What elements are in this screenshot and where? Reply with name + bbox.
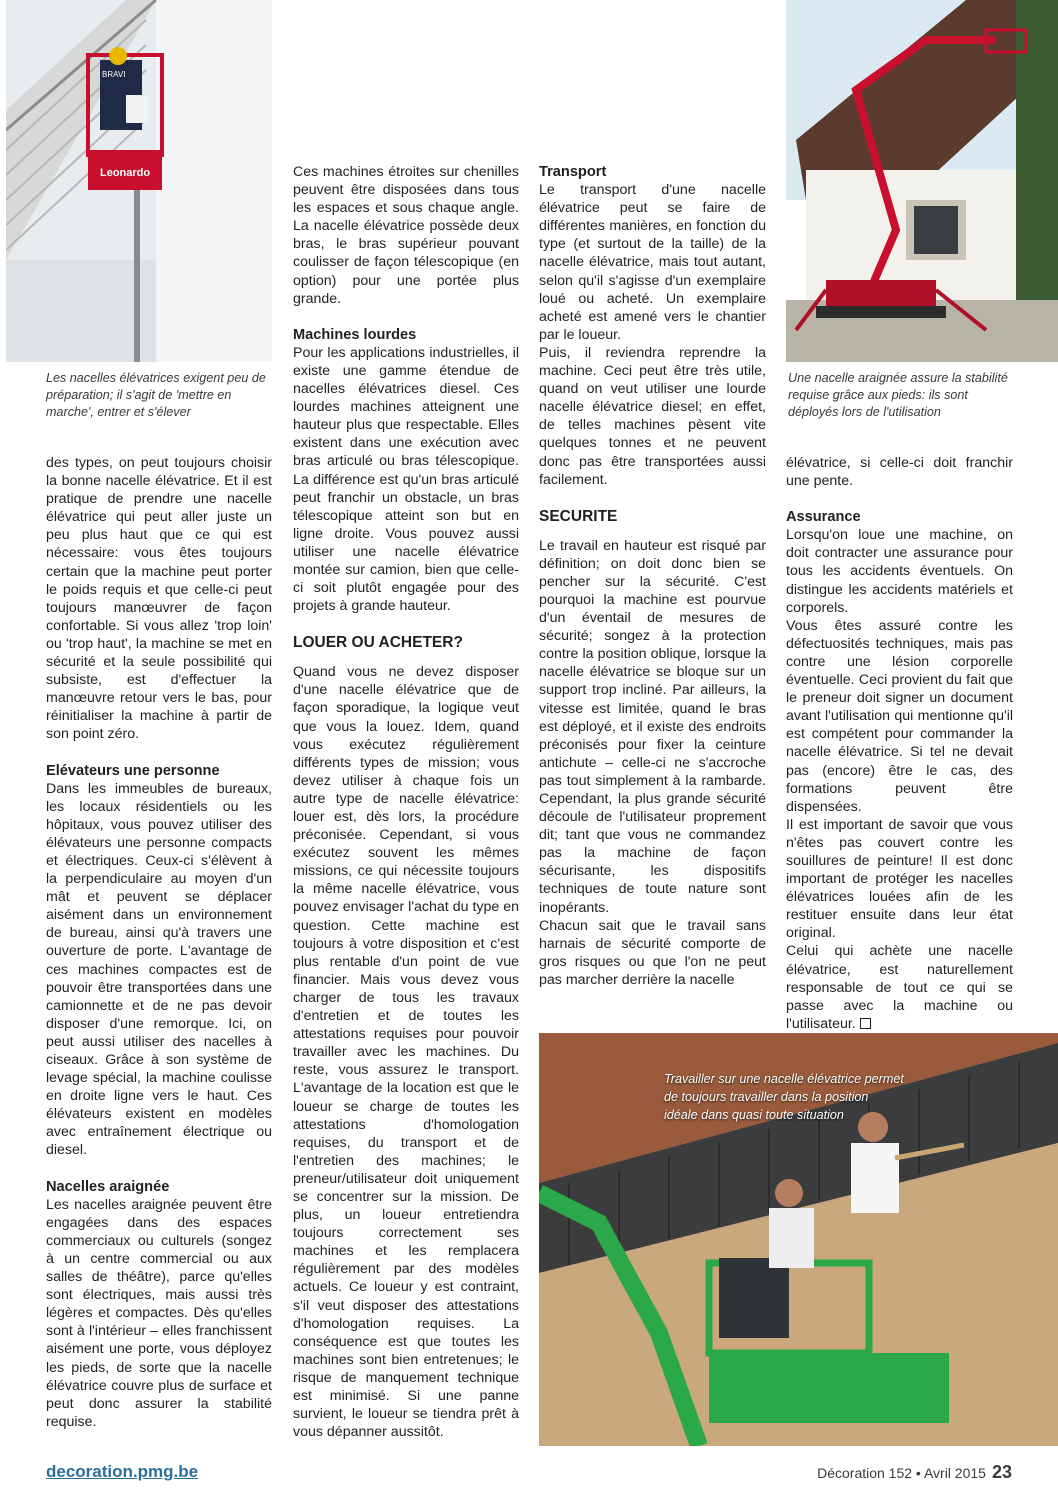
col4-paragraph: Lorsqu'on loue une machine, on doit contracter une assurance pour tous les accidents éventuels. On distingue les accidents matériels et corporels. [786, 527, 1013, 616]
column-1 [46, 454, 272, 1431]
column-4 [786, 454, 1013, 1033]
col3-paragraph: Le transport d'une nacelle élévatrice peut se faire de différentes manières, en fonction du type (et surtout de la taille) de la nacelle élévatrice, mais tout autant, selon qu'il s'agisse d'un exemplaire loué ou acheté. Un exemplaire acheté est amené vers le chantier par le loueur. [539, 182, 766, 343]
column-3 [539, 163, 766, 989]
col3-paragraph: Chacun sait que le travail sans harnais de sécurité comporte de gros risques ou que l'on ne peut pas marcher derrière la nacelle [539, 917, 766, 988]
heading-securite: SECURITE [539, 507, 618, 525]
col1-paragraph: des types, on peut toujours choisir la bonne nacelle élévatrice. Et il est pratique de prendre une nacelle élévatrice qui peut aller juste un peu plus haut que ce qui est nécessaire: vous êtes toujours certain que la machine peut porter le poids requis et que celle-ci peut toujours manœuvrer de façon confortable. Si vous allez 'trop loin' ou 'trop haut', la machine se met en sécurité et la seule possibilité qui subsiste, est d'effectuer la manœuvre retour vers le bas, pour réinitialiser la machine à partir de son point zéro. [46, 455, 272, 743]
col4-paragraph [786, 942, 1013, 1032]
col1-paragraph: Les nacelles araignée peuvent être engagées dans des espaces commerciaux ou culturels (songez à un centre commercial ou aux salles de théâtre), parce qu'elles sont électriques, mais aussi très légères et compactes. Dès qu'elles sont à l'intérieur – elles franchissent aisément une porte, vous déployez les pieds, de sorte que la nacelle élévatrice couvre plus de surface et peut donc assurer la stabilité requise. [46, 1196, 272, 1430]
heading-louer-ou-acheter: LOUER OU ACHETER? [293, 634, 463, 652]
issue-info [817, 1462, 1012, 1483]
website-link[interactable]: decoration.pmg.be [46, 1462, 199, 1481]
worker-shirt-text: BRAVI [102, 70, 126, 79]
photo-spider-lift [786, 0, 1058, 362]
heading-elevateurs: Elévateurs une personne [46, 762, 220, 779]
col2-paragraph: Pour les applications industrielles, il existe une gamme étendue de nacelles élévatrices diesel. Ces lourdes machines atteignent une hauteur plus que respectable. Elles existent dans une exécution avec bras articulé ou bras télescopique. La différence est qu'un bras articulé peut franchir un obstacle, un bras télescopique atteint son but en ligne droite. Vous pouvez aussi utiliser une nacelle élévatrice montée sur camion, bien que celle-ci soit plutôt engagée pour des projets à grande hauteur. [293, 344, 519, 615]
issue-label: Décoration 152 • Avril 2015 [817, 1465, 986, 1481]
photo-caption-bottom: Travailler sur une nacelle élévatrice permet de toujours travailler dans la position idéale dans quasi toute situation [664, 1072, 904, 1122]
col2-paragraph: Ces machines étroites sur chenilles peuvent être disposées dans tous les espaces et sous chaque angle. La nacelle élévatrice possède deux bras, le bras supérieur pouvant coulisser de façon télescopique (en option) pour une portée plus grande. [293, 164, 519, 307]
lift-brand-text: Leonardo [100, 167, 151, 179]
col4-last-text: Celui qui achète une nacelle élévatrice, est naturellement responsable de tout ce qui se passe avec la machine ou l'utilisateur. [786, 943, 1013, 1032]
end-of-article-icon [860, 1018, 871, 1029]
photo-caption-right: Une nacelle araignée assure la stabilité requise grâce aux pieds: ils sont déployés lors de l'utilisation [788, 371, 1008, 419]
photo-one-person-lift [6, 0, 272, 362]
col4-paragraph: élévatrice, si celle-ci doit franchir une pente. [786, 455, 1013, 490]
col4-paragraph: Vous êtes assuré contre les défectuosités techniques, mais pas contre une lésion corporelle éventuelle. Ceci provient du fait que le preneur doit signer un document avant l'utilisation qui mentionne qu'il est compétent pour commander la nacelle élévatrice. Si tel ne devait pas (encore) être le cas, des formations peuvent être dispensées. [786, 617, 1013, 815]
col2-paragraph: Quand vous ne devez disposer d'une nacelle élévatrice que de façon sporadique, la logique veut que vous la louez. Idem, quand vous exécutez régulièrement différents types de mission; vous devez utiliser à chaque fois un autre type de nacelle élévatrice: louer est, dès lors, la procédure préconisée. Cependant, si vous exécutez souvent les mêmes missions, ce qui nécessite toujours la même nacelle élévatrice, vous pouvez envisager l'achat du type en question. Cette machine est toujours à votre disposition et c'est plus rentable d'un point de vue financier. Mais vous devez vous charger de tous les travaux d'entretien et de toutes les attestations requises pour pouvoir travailler avec les machines. Du reste, vous assurez le transport. L'avantage de la location est que le loueur se charge de toutes les attestations d'homologation requises, du transport et de l'entretien des machines; le preneur/utilisateur doit uniquement se concentrer sur la mission. De plus, un loueur entretiendra toujours correctement ses machines et les remplacera régulièrement par des modèles actuels. Ce loueur y est contraint, s'il veut disposer des attestations d'homologation requises. La conséquence est que toutes les machines sont bien entretenues; le risque de manquement technique est minimisé. Si une panne survient, le loueur se tiendra prêt à vous dépanner aussitôt. [293, 664, 519, 1441]
col3-paragraph: Puis, il reviendra reprendre la machine. Ceci peut être très utile, quand on veut utiliser une lourde nacelle élévatrice diesel; en effet, de telles machines pèsent vite quelques tonnes et ne peuvent donc pas être transportées aussi facilement. [539, 344, 766, 488]
column-2 [293, 163, 519, 1441]
heading-machines-lourdes: Machines lourdes [293, 326, 417, 343]
heading-transport: Transport [539, 164, 607, 180]
heading-nacelles-araignee: Nacelles araignée [46, 1178, 170, 1195]
heading-assurance: Assurance [786, 509, 861, 526]
col1-paragraph: Dans les immeubles de bureaux, les locaux résidentiels ou les hôpitaux, vous pouvez utiliser des élévateurs une personne compacts et électriques. Ceux-ci s'élèvent à la perpendiculaire au moyen d'un mât et peuvent se déplacer aisément dans un environnement de bureau, ainsi qu'à travers une ouverture de porte. L'avantage de ces machines compactes est de pouvoir être transportées dans une camionnette et de ne pas devoir disposer d'une remorque. Ici, on peut aussi utiliser des nacelles à ciseaux. Grâce à son système de levage spécial, la machine coulisse en droite ligne vers le haut. Ces élévateurs existent en modèles avec entraînement électrique ou diesel. [46, 780, 272, 1159]
photo-caption-left: Les nacelles élévatrices exigent peu de préparation; il s'agit de 'mettre en marche', entrer et s'élever [46, 371, 266, 419]
col4-paragraph: Il est important de savoir que vous n'êtes pas couvert contre les souillures de peinture! Il est donc important de protéger les nacelles élévatrices louées afin de les restituer ensuite dans leur état original. [786, 816, 1013, 942]
col3-paragraph: Le travail en hauteur est risqué par définition; on doit donc bien se pencher sur la sécurité. C'est pourquoi la machine est pourvue d'un éventail de mesures de sécurité; songez à la protection contre la position oblique, lorsque la nacelle élévatrice se bloque sur un support trop incliné. Par ailleurs, la vitesse est limitée, quand le bras est déployé, et il existe des endroits préconisés pour fixer la ceinture antichute – celle-ci ne s'accroche pas tout simplement à la rambarde. Cependant, la plus grande sécurité découle de l'utilisateur proprement dit; tant que vous ne commandez pas la machine de façon sécurisante, les dispositifs techniques de toute nature sont inopérants. [539, 537, 766, 916]
page-number: 23 [991, 1462, 1012, 1482]
